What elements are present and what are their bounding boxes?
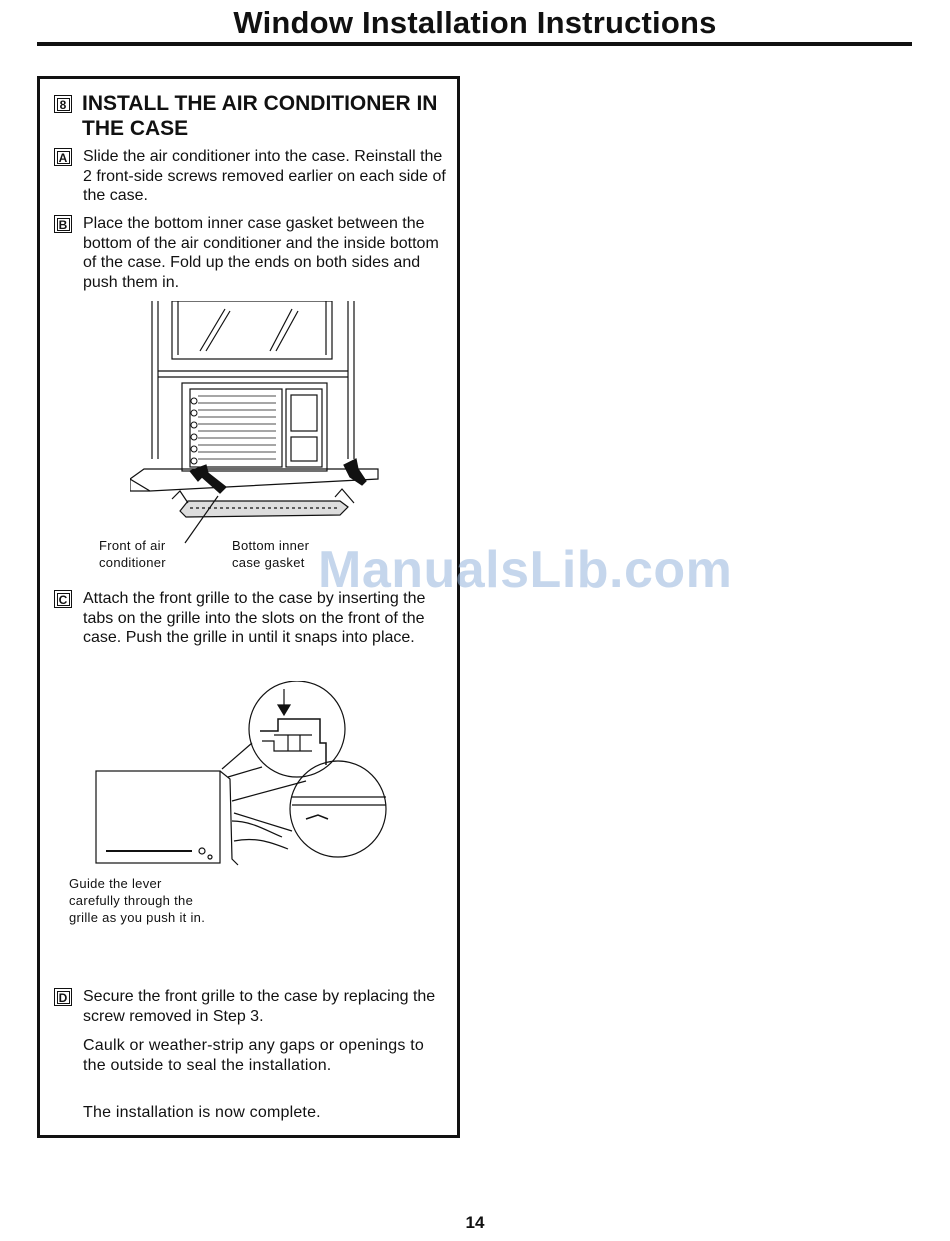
watermark: ManualsLib.com [318,541,733,599]
page-number: 14 [465,1213,485,1232]
title-rule [37,42,912,46]
substep-c-text: Attach the front grille to the case by inserting the tabs on the grille into the slots on the front of the case. Push the grille in until it snaps into place. [83,590,426,646]
figure-grille-insertion [92,681,392,881]
substep-c-key: C [54,590,72,608]
caulk-paragraph: Caulk or weather-strip any gaps or openings to the outside to seal the installation. [83,1037,424,1074]
figure-ac-in-window [130,301,390,546]
substep-a-text: Slide the air conditioner into the case. Reinstall the 2 front-side screws removed earlier on each side of the case. [83,148,446,204]
figure1-label-front: Front of air conditioner [99,538,166,570]
figure1-label-gasket: Bottom inner case gasket [232,538,310,570]
page-title: Window Installation Instructions [233,5,717,40]
step-box [37,76,460,1138]
step-title: INSTALL THE AIR CONDITIONER IN THE CASE [82,92,438,140]
substep-d-text: Secure the front grille to the case by replacing the screw removed in Step 3. [83,988,436,1025]
step-number-keycap: 8 [54,95,72,113]
substep-b-key: B [54,215,72,233]
substep-d-key: D [54,988,72,1006]
completion-paragraph: The installation is now complete. [83,1104,321,1121]
figure2-caption: Guide the lever carefully through the grille as you push it in. [69,876,206,925]
substep-b-text: Place the bottom inner case gasket between the bottom of the air conditioner and the inside bottom of the case. Fold up the ends on both sides and push them in. [83,215,439,291]
substep-a-key: A [54,148,72,166]
